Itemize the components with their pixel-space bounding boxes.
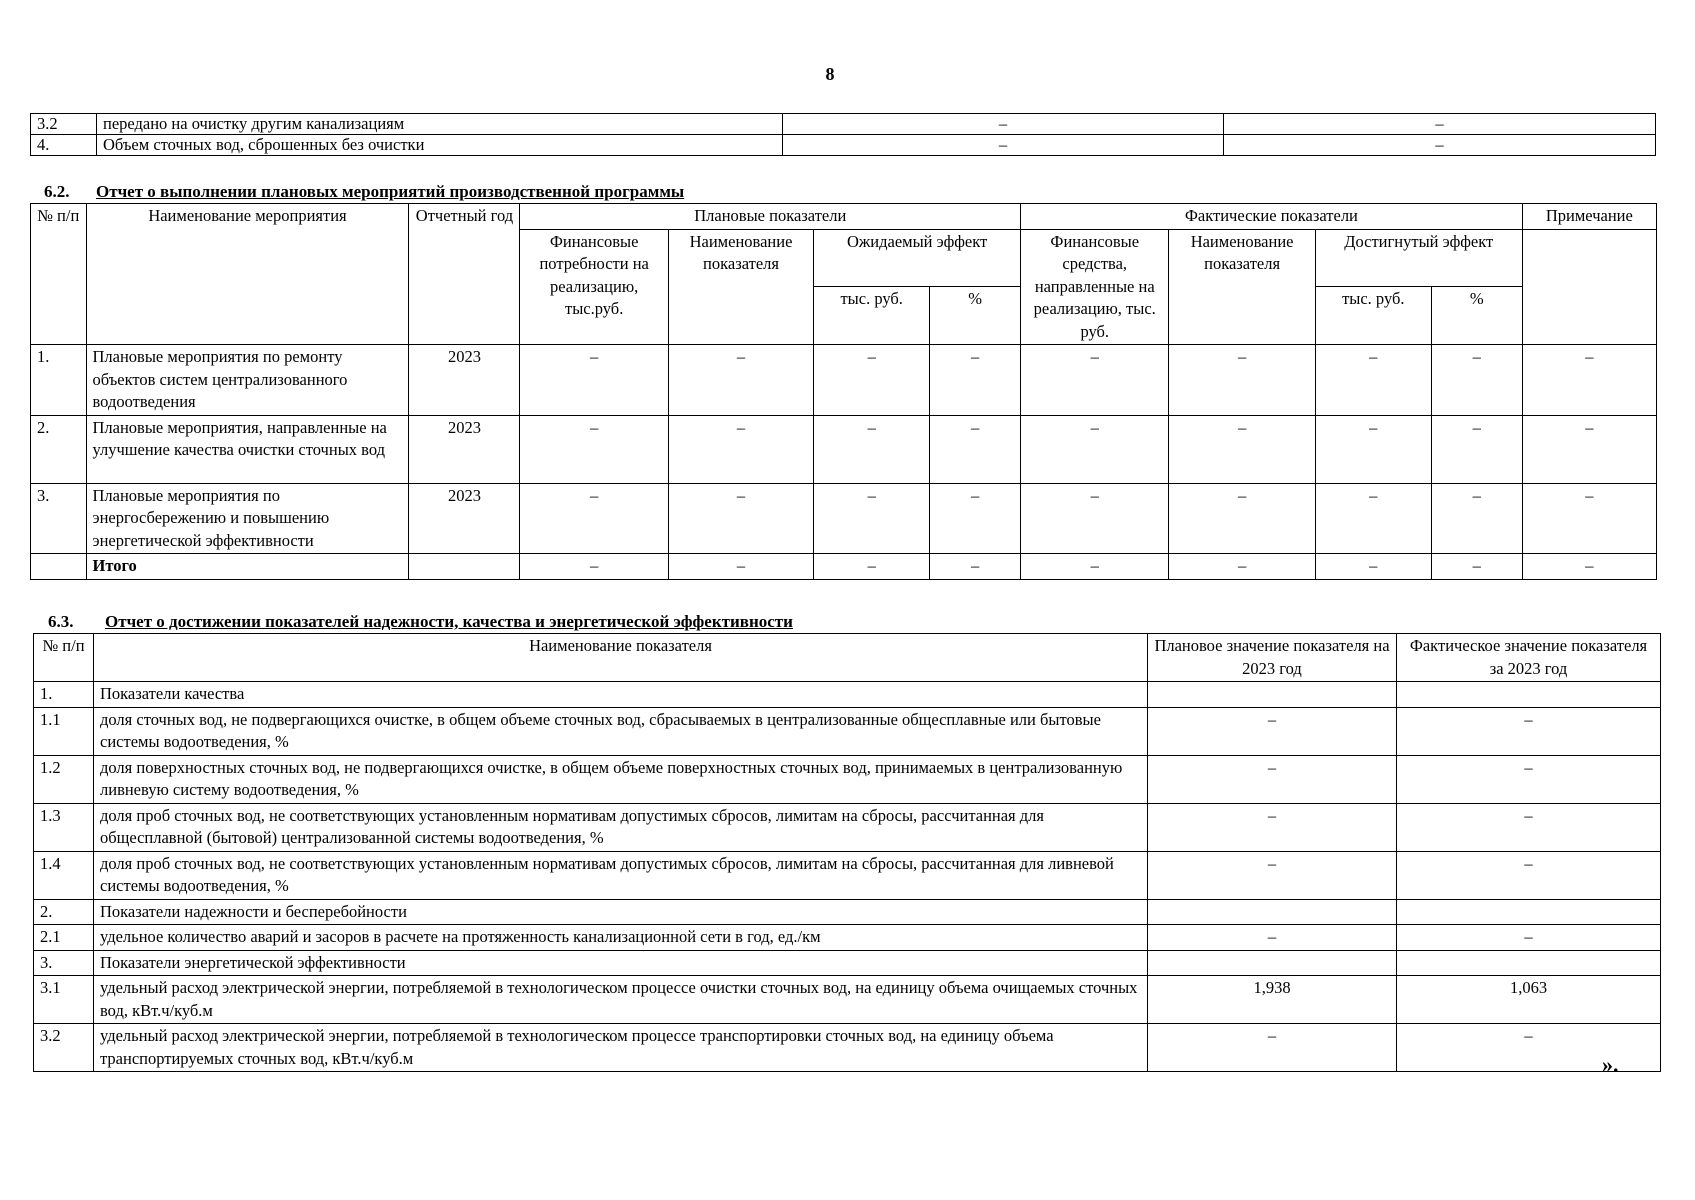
header-row — [34, 634, 1661, 682]
row-number: 2.1 — [34, 925, 94, 951]
header-fact-value: Фактическое значение показателя за 2023 год — [1397, 634, 1661, 682]
table-row — [31, 415, 1657, 483]
header-act-ind-name: Наименование показателя — [1169, 229, 1315, 345]
page-number: 8 — [825, 64, 835, 84]
cell: – — [1431, 415, 1522, 483]
header-plan-effect: Ожидаемый эффект — [814, 229, 1021, 287]
cell: – — [1169, 483, 1315, 554]
row-fact: – — [1397, 803, 1661, 851]
header-no: № п/п — [31, 204, 87, 345]
header-row — [31, 204, 1657, 230]
continuation-table — [30, 113, 1656, 156]
row-fact: – — [1397, 851, 1661, 899]
section-number: 6.2. — [44, 182, 70, 201]
table-row — [31, 114, 1656, 135]
row-year: 2023 — [409, 483, 520, 554]
cell: – — [1522, 483, 1656, 554]
header-note-empty — [1522, 229, 1656, 345]
table-row — [31, 135, 1656, 156]
table-row — [34, 899, 1661, 925]
row-value-plan: – — [783, 135, 1224, 156]
cell: – — [1169, 345, 1315, 416]
header-plan-fin: Финансовые потребности на реализацию, тыс.руб. — [520, 229, 668, 345]
table-row — [34, 925, 1661, 951]
cell: – — [1315, 345, 1431, 416]
row-number: 1.4 — [34, 851, 94, 899]
row-number: 2. — [31, 415, 87, 483]
table-row — [34, 851, 1661, 899]
header-act-thr: тыс. руб. — [1315, 287, 1431, 345]
row-number: 3. — [31, 483, 87, 554]
planned-activities-table — [30, 203, 1657, 580]
row-number: 4. — [31, 135, 97, 156]
row-number: 3.1 — [34, 976, 94, 1024]
header-no: № п/п — [34, 634, 94, 682]
table-row — [31, 483, 1657, 554]
total-row — [31, 554, 1657, 580]
row-plan: – — [1148, 707, 1397, 755]
cell: – — [814, 345, 930, 416]
row-number: 3.2 — [34, 1024, 94, 1072]
row-fact: – — [1397, 925, 1661, 951]
header-planned: Плановые показатели — [520, 204, 1021, 230]
row-name: Показатели качества — [94, 682, 1148, 708]
header-act-pct: % — [1431, 287, 1522, 345]
table-row — [34, 682, 1661, 708]
header-plan-pct: % — [930, 287, 1021, 345]
total-label: Итого — [86, 554, 409, 580]
cell: – — [1431, 554, 1522, 580]
cell: – — [1431, 483, 1522, 554]
cell: – — [1169, 415, 1315, 483]
cell: – — [668, 415, 813, 483]
row-name: Плановые мероприятия, направленные на улучшение качества очистки сточных вод — [86, 415, 409, 483]
row-fact: – — [1397, 755, 1661, 803]
row-plan — [1148, 899, 1397, 925]
row-number: 1.3 — [34, 803, 94, 851]
row-fact: – — [1397, 1024, 1661, 1072]
cell: – — [520, 483, 668, 554]
row-name: удельное количество аварий и засоров в расчете на протяженность канализационной сети в год, ед./км — [94, 925, 1148, 951]
section-63-title — [48, 612, 793, 632]
table-row — [34, 1024, 1661, 1072]
header-act-fin: Финансовые средства, направленные на реализацию, тыс. руб. — [1021, 229, 1169, 345]
cell: – — [1431, 345, 1522, 416]
row-name: Показатели энергетической эффективности — [94, 950, 1148, 976]
row-name: Плановые мероприятия по ремонту объектов систем централизованного водоотведения — [86, 345, 409, 416]
header-plan-value: Плановое значение показателя на 2023 год — [1148, 634, 1397, 682]
cell: – — [668, 483, 813, 554]
row-value-fact: – — [1224, 135, 1656, 156]
section-title-text: Отчет о достижении показателей надежности, качества и энергетической эффективности — [105, 612, 793, 631]
table-row — [34, 707, 1661, 755]
header-plan-ind-name: Наименование показателя — [668, 229, 813, 345]
indicators-table — [33, 633, 1661, 1072]
header-report-year: Отчетный год — [409, 204, 520, 345]
row-fact — [1397, 950, 1661, 976]
header-activity-name: Наименование мероприятия — [86, 204, 409, 345]
row-plan: – — [1148, 1024, 1397, 1072]
row-number-empty — [31, 554, 87, 580]
cell: – — [520, 415, 668, 483]
row-value-fact: – — [1224, 114, 1656, 135]
row-plan — [1148, 682, 1397, 708]
table-row — [34, 976, 1661, 1024]
table-row — [31, 345, 1657, 416]
cell: – — [1315, 415, 1431, 483]
cell: – — [930, 345, 1021, 416]
header-indicator-name: Наименование показателя — [94, 634, 1148, 682]
cell: – — [1021, 483, 1169, 554]
cell: – — [814, 554, 930, 580]
row-name: доля сточных вод, не подвергающихся очистке, в общем объеме сточных вод, сбрасываемых в централизованные общесплавные или бытовые системы водоотведения, % — [94, 707, 1148, 755]
cell: – — [1021, 415, 1169, 483]
table-row — [34, 803, 1661, 851]
row-name: удельный расход электрической энергии, потребляемой в технологическом процессе транспортировки сточных вод, на единицу объема транспортируемых сточных вод, кВт.ч/куб.м — [94, 1024, 1148, 1072]
section-number: 6.3. — [48, 612, 74, 631]
section-title-text: Отчет о выполнении плановых мероприятий производственной программы — [96, 182, 685, 201]
row-number: 1. — [34, 682, 94, 708]
row-plan: – — [1148, 851, 1397, 899]
row-name: Показатели надежности и бесперебойности — [94, 899, 1148, 925]
row-plan: – — [1148, 755, 1397, 803]
row-plan: – — [1148, 803, 1397, 851]
cell: – — [1522, 554, 1656, 580]
cell: – — [930, 415, 1021, 483]
cell: – — [520, 345, 668, 416]
row-name: доля проб сточных вод, не соответствующих установленным нормативам допустимых сбросов, лимитам на сбросы, рассчитанная для общесплавной (бытовой) централизованной системы водоотведения, % — [94, 803, 1148, 851]
row-plan: – — [1148, 925, 1397, 951]
row-value-plan: – — [783, 114, 1224, 135]
row-number: 3.2 — [31, 114, 97, 135]
cell: – — [1169, 554, 1315, 580]
cell: – — [668, 554, 813, 580]
header-note: Примечание — [1522, 204, 1656, 230]
row-name: Плановые мероприятия по энергосбережению и повышению энергетической эффективности — [86, 483, 409, 554]
cell: – — [1021, 345, 1169, 416]
cell: – — [1315, 554, 1431, 580]
row-name: передано на очистку другим канализациям — [97, 114, 783, 135]
cell: – — [930, 554, 1021, 580]
closing-quote-mark: ». — [1602, 1052, 1619, 1077]
header-plan-thr: тыс. руб. — [814, 287, 930, 345]
row-fact — [1397, 899, 1661, 925]
header-act-effect: Достигнутый эффект — [1315, 229, 1522, 287]
row-name: Объем сточных вод, сброшенных без очистки — [97, 135, 783, 156]
table-row — [34, 950, 1661, 976]
row-number: 1.2 — [34, 755, 94, 803]
header-actual: Фактические показатели — [1021, 204, 1523, 230]
row-name: доля поверхностных сточных вод, не подвергающихся очистке, в общем объеме поверхностных сточных вод, принимаемых в централизованную ливневую систему водоотведения, % — [94, 755, 1148, 803]
row-name: удельный расход электрической энергии, потребляемой в технологическом процессе очистки сточных вод, на единицу объема очищаемых сточных вод, кВт.ч/куб.м — [94, 976, 1148, 1024]
row-fact — [1397, 682, 1661, 708]
cell: – — [520, 554, 668, 580]
row-fact: – — [1397, 707, 1661, 755]
row-plan: 1,938 — [1148, 976, 1397, 1024]
row-name: доля проб сточных вод, не соответствующих установленным нормативам допустимых сбросов, лимитам на сбросы, рассчитанная для ливневой системы водоотведения, % — [94, 851, 1148, 899]
cell: – — [668, 345, 813, 416]
row-year-empty — [409, 554, 520, 580]
row-year: 2023 — [409, 415, 520, 483]
table-row — [34, 755, 1661, 803]
row-year: 2023 — [409, 345, 520, 416]
cell: – — [1522, 415, 1656, 483]
cell: – — [1315, 483, 1431, 554]
cell: – — [814, 415, 930, 483]
cell: – — [814, 483, 930, 554]
row-number: 3. — [34, 950, 94, 976]
row-number: 2. — [34, 899, 94, 925]
cell: – — [930, 483, 1021, 554]
cell: – — [1522, 345, 1656, 416]
row-fact: 1,063 — [1397, 976, 1661, 1024]
cell: – — [1021, 554, 1169, 580]
row-number: 1. — [31, 345, 87, 416]
row-plan — [1148, 950, 1397, 976]
section-62-title — [44, 182, 684, 202]
row-number: 1.1 — [34, 707, 94, 755]
